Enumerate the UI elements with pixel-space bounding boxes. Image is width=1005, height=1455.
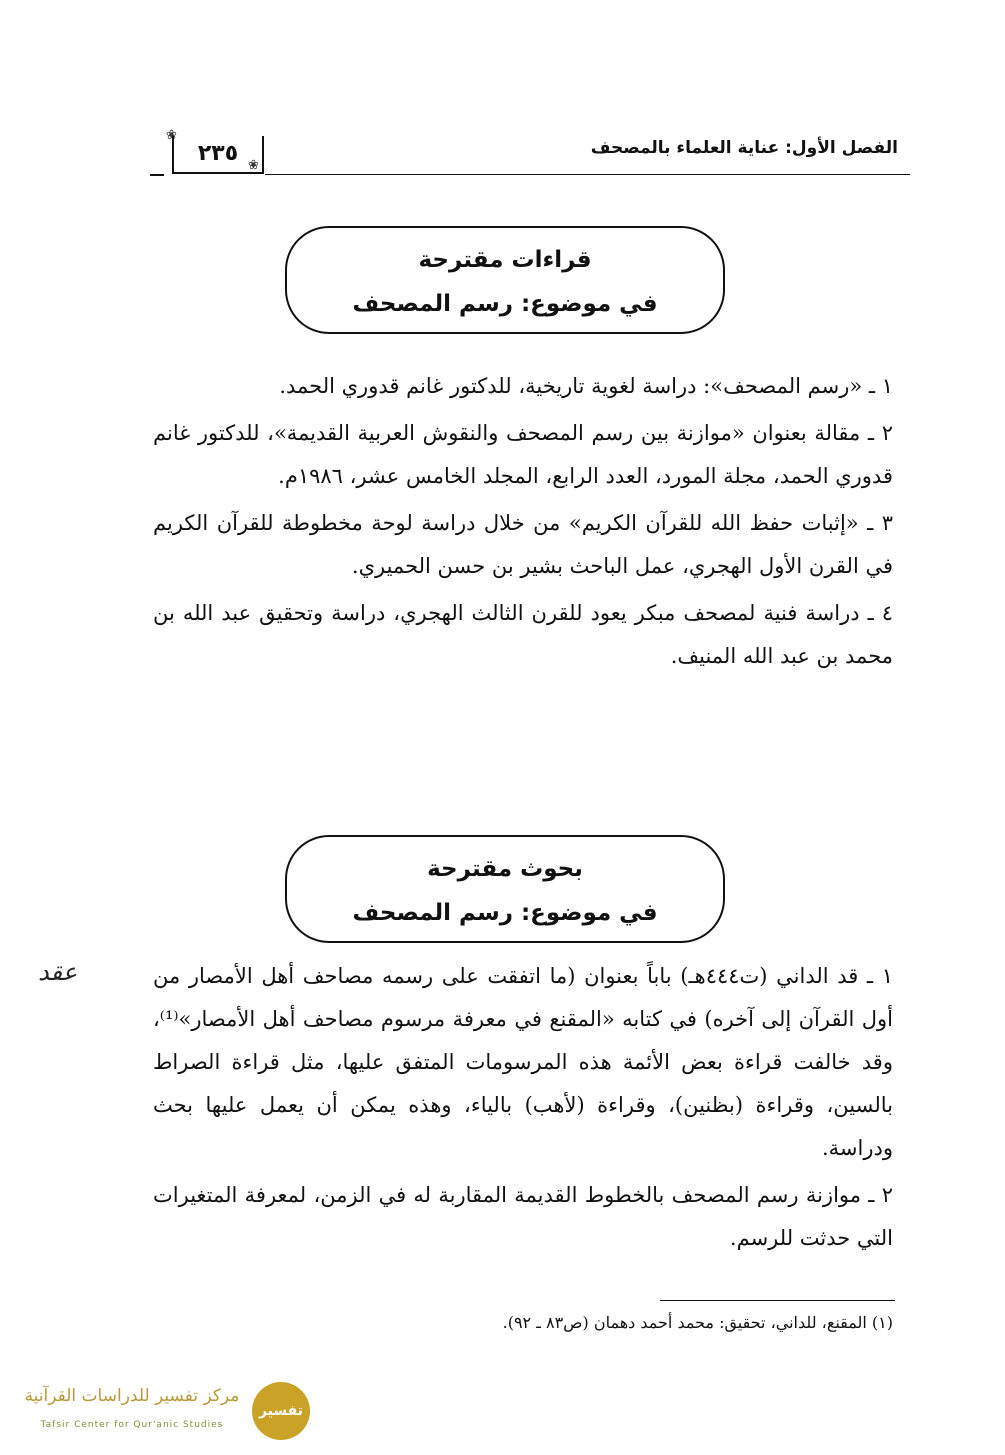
floral-ornament-icon: ❀ bbox=[166, 128, 177, 143]
section-title: قراءات مقترحة bbox=[418, 247, 592, 273]
readings-list bbox=[153, 365, 893, 682]
page-header bbox=[150, 128, 910, 184]
publisher-logo bbox=[12, 1380, 352, 1442]
handwritten-margin-note: عقد bbox=[38, 958, 78, 986]
section-title: بحوث مقترحة bbox=[427, 856, 583, 882]
list-item: ١ ـ قد الداني (ت٤٤٤هـ) باباً بعنوان (ما اتفقت على رسمه مصاحف أهل الأمصار من أول القرآن إلى آخره) في كتابه «المقنع في معرفة مرسوم مصاحف أهل الأمصار»⁽¹⁾، وقد خالفت قراءة بعض الأئمة هذه المرسومات المتفق عليها، مثل قراءة الصراط بالسين، وقراءة (بظنين)، وقراءة (لأهب) بالياء، وهذه يمكن أن يعمل عليها بحث ودراسة. bbox=[153, 964, 893, 1160]
list-item: ٢ ـ موازنة رسم المصحف بالخطوط القديمة المقاربة له في الزمن، لمعرفة المتغيرات التي حدثت للرسم. bbox=[153, 1183, 893, 1250]
page-number: ٢٣٥ bbox=[172, 136, 264, 174]
logo-arabic-name: مركز تفسير للدراسات القرآنية bbox=[24, 1386, 240, 1406]
chapter-title: الفصل الأول: عناية العلماء بالمصحف bbox=[590, 138, 898, 158]
footnote-separator bbox=[660, 1300, 895, 1301]
list-item: ٤ ـ دراسة فنية لمصحف مبكر يعود للقرن الثالث الهجري، دراسة وتحقيق عبد الله بن محمد بن عبد الله المنيف. bbox=[153, 601, 893, 668]
list-item: ٣ ـ «إثبات حفظ الله للقرآن الكريم» من خلال دراسة لوحة مخطوطة للقرآن الكريم في القرن الأول الهجري، عمل الباحث بشير بن حسن الحميري. bbox=[153, 511, 893, 578]
globe-emblem-icon: تفسير bbox=[252, 1382, 310, 1440]
section-subtitle: في موضوع: رسم المصحف bbox=[352, 291, 658, 317]
section-subtitle: في موضوع: رسم المصحف bbox=[352, 900, 658, 926]
section-heading-readings bbox=[285, 226, 725, 334]
list-item: ٢ ـ مقالة بعنوان «موازنة بين رسم المصحف والنقوش العربية القديمة»، للدكتور غانم قدوري الحمد، مجلة المورد، العدد الرابع، المجلد الخامس عشر، ١٩٨٦م. bbox=[153, 421, 893, 488]
section-heading-research bbox=[285, 835, 725, 943]
logo-english-name: Tafsir Center for Qur'anic Studies bbox=[40, 1420, 224, 1430]
list-item: ١ ـ «رسم المصحف»: دراسة لغوية تاريخية، للدكتور غانم قدوري الحمد. bbox=[279, 374, 893, 398]
research-list bbox=[153, 955, 893, 1264]
header-rule bbox=[265, 174, 910, 175]
header-divider bbox=[150, 174, 164, 176]
floral-ornament-icon: ❀ bbox=[248, 158, 259, 173]
footnote: (١) المقنع، للداني، تحقيق: محمد أحمد دهمان (ص٨٣ ـ ٩٢). bbox=[502, 1313, 893, 1332]
